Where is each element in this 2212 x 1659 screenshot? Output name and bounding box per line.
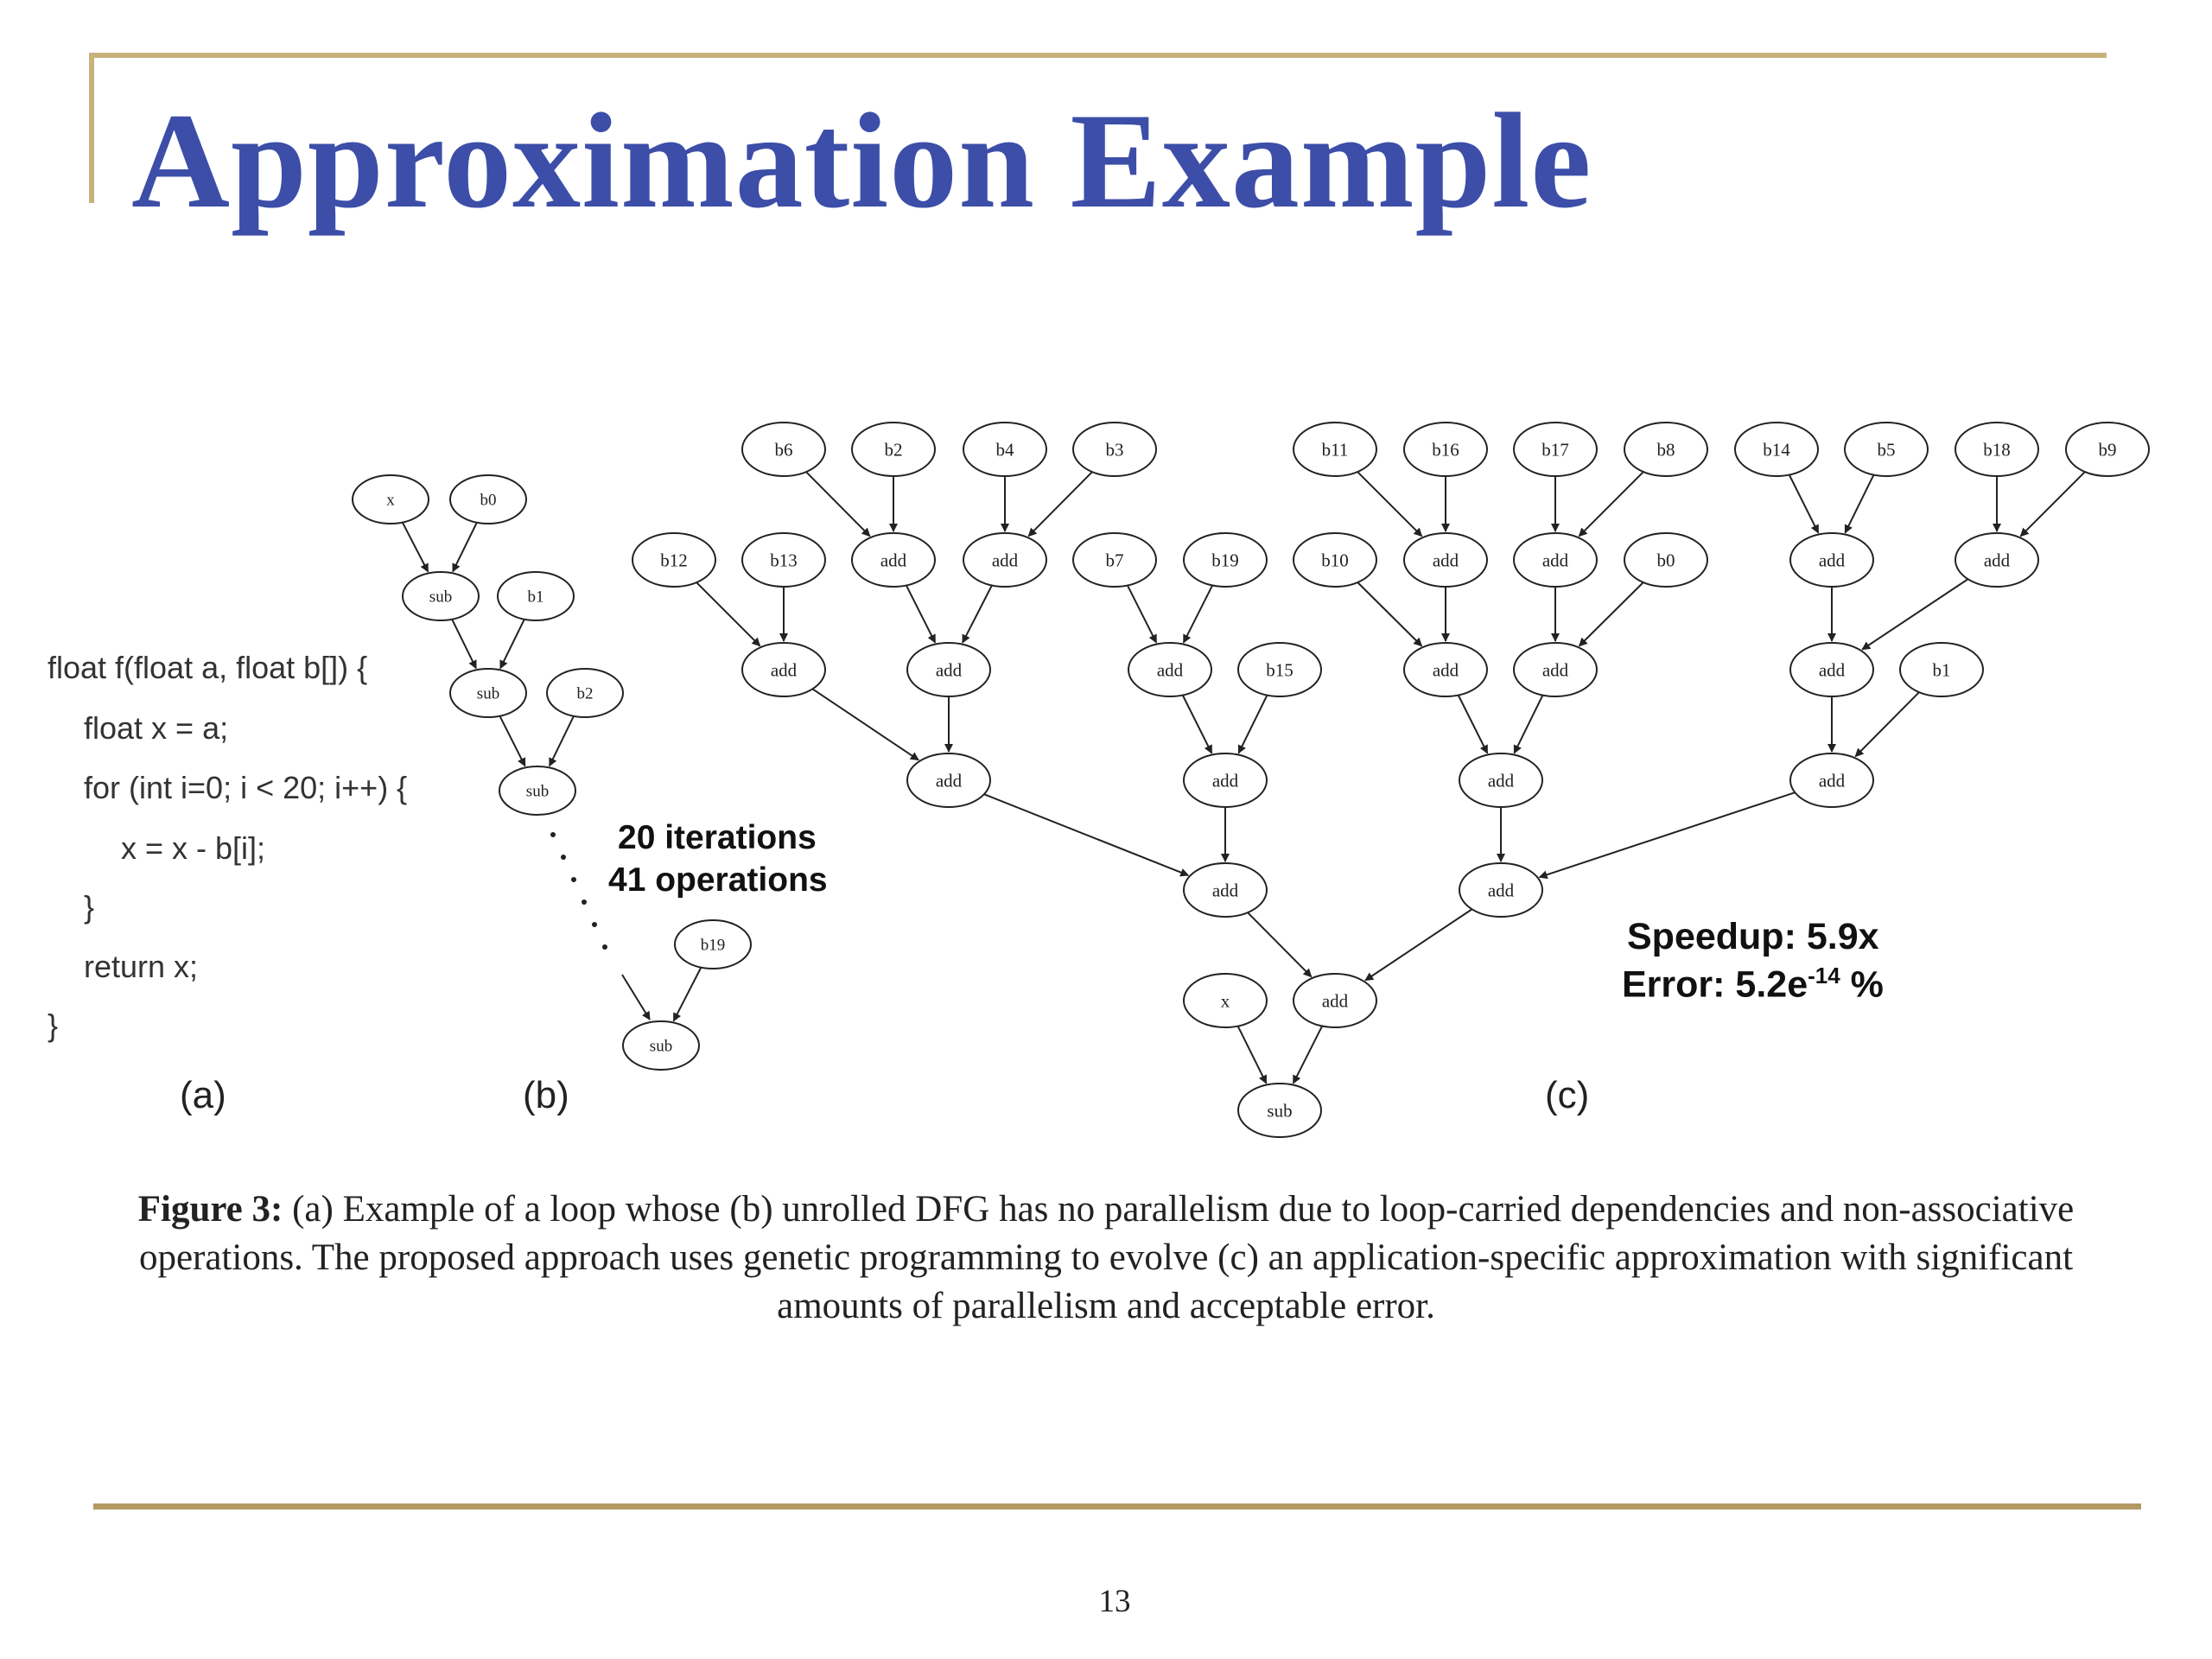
dfg-node-add: [1404, 643, 1487, 696]
dfg-node-b2: [852, 423, 935, 476]
dfg-edge: [906, 585, 935, 642]
dfg-node-add: [963, 533, 1046, 587]
dfg-node-b6: [742, 423, 825, 476]
dfg-node-label: b4: [995, 439, 1014, 461]
dfg-node-label: b3: [1105, 439, 1124, 461]
continuation-edge: [622, 975, 650, 1020]
panel-c-label: (c): [1545, 1074, 1590, 1116]
dfg-node-label: b9: [2098, 439, 2117, 461]
dfg-node-label: add: [1432, 659, 1459, 681]
dfg-node-b19: [675, 920, 751, 969]
bottom-frame-rule: [93, 1503, 2141, 1510]
dfg-node-add: [1184, 753, 1267, 807]
dfg-edge: [1238, 696, 1267, 753]
dfg-node-add: [1459, 863, 1542, 917]
dfg-node-label: b14: [1763, 439, 1790, 461]
dfg-node-b16: [1404, 423, 1487, 476]
continuation-dot: [602, 944, 607, 950]
panel-b-label: (b): [523, 1074, 569, 1116]
code-line: float x = a;: [84, 710, 229, 746]
dfg-node-b0: [450, 475, 526, 524]
dfg-node-label: b10: [1321, 550, 1349, 571]
dfg-edge: [1183, 696, 1212, 753]
error-suffix: %: [1840, 963, 1884, 1006]
dfg-node-label: add: [1818, 550, 1846, 571]
dfg-node-label: b5: [1877, 439, 1896, 461]
dfg-edge: [1514, 696, 1542, 753]
caption-text: (a) Example of a loop whose (b) unrolled DFG has no parallelism due to loop-carried dependencies and non-associative operations. The proposed approach uses genetic programming to evolve (c) an application-specific approximation with significant amounts of parallelism and acceptable error.: [138, 1189, 2075, 1326]
dfg-node-add: [1294, 974, 1376, 1027]
dfg-node-add: [742, 643, 825, 696]
dfg-node-b7: [1073, 533, 1156, 587]
error-exponent: -14: [1808, 963, 1840, 988]
dfg-node-sub: [403, 572, 479, 620]
dfg-node-label: b13: [770, 550, 798, 571]
dfg-node-add: [1790, 643, 1873, 696]
continuation-dot: [592, 922, 597, 927]
dfg-edge: [696, 582, 760, 646]
dfg-edge: [1540, 792, 1796, 877]
dfg-node-b17: [1514, 423, 1597, 476]
dfg-node-b11: [1294, 423, 1376, 476]
dfg-node-label: add: [1541, 659, 1569, 681]
dfg-edge: [984, 794, 1188, 875]
dfg-node-b12: [632, 533, 715, 587]
dfg-node-b9: [2066, 423, 2149, 476]
continuation-dot: [582, 899, 587, 905]
code-line: }: [84, 889, 95, 925]
figure-caption: [73, 1185, 2139, 1331]
dfg-node-label: sub: [1267, 1100, 1293, 1122]
dfg-edge: [1789, 475, 1819, 533]
dfg-c-nodes: [632, 423, 2149, 1137]
dfg-node-b18: [1955, 423, 2038, 476]
dfg-edge: [1862, 579, 1967, 649]
code-line: for (int i=0; i < 20; i++) {: [84, 770, 408, 805]
dfg-node-label: b17: [1541, 439, 1569, 461]
code-line: }: [48, 1007, 59, 1043]
dfg-edge: [806, 472, 870, 536]
dfg-node-label: add: [991, 550, 1019, 571]
dfg-edge: [2020, 472, 2085, 537]
dfg-node-label: b15: [1266, 659, 1294, 681]
dfg-node-label: b18: [1983, 439, 2011, 461]
dfg-edge: [1365, 909, 1472, 980]
dfg-node-label: add: [1487, 770, 1515, 791]
dfg-node-label: sub: [476, 684, 500, 703]
dfg-edge: [1248, 912, 1312, 976]
dfg-node-b15: [1238, 643, 1321, 696]
dfg-edge: [500, 620, 524, 669]
dfg-node-x: [353, 475, 429, 524]
dfg-node-x: [1184, 974, 1267, 1027]
dfg-node-label: add: [880, 550, 907, 571]
dfg-node-add: [1459, 753, 1542, 807]
dfg-edge: [403, 523, 429, 572]
dfg-node-label: b16: [1432, 439, 1459, 461]
dfg-node-b3: [1073, 423, 1156, 476]
page-number: 13: [1098, 1584, 1131, 1619]
code-line: x = x - b[i];: [121, 830, 266, 866]
dfg-node-label: sub: [525, 782, 550, 801]
dfg-node-b8: [1624, 423, 1707, 476]
dfg-node-label: sub: [429, 588, 453, 607]
dfg-node-label: b6: [774, 439, 793, 461]
dfg-node-label: add: [770, 659, 798, 681]
operations-annotation: 41 operations: [608, 861, 828, 899]
dfg-node-label: b11: [1321, 439, 1349, 461]
figure-label: Figure 3:: [137, 1189, 283, 1230]
continuation-dot: [561, 855, 566, 860]
dfg-node-b1: [1900, 643, 1983, 696]
dfg-node-label: b2: [884, 439, 903, 461]
dfg-node-label: add: [1211, 770, 1239, 791]
dfg-node-b10: [1294, 533, 1376, 587]
dfg-node-label: b19: [1211, 550, 1239, 571]
dfg-node-label: b1: [1932, 659, 1951, 681]
dfg-node-sub: [499, 766, 575, 815]
dfg-node-sub: [450, 669, 526, 717]
dfg-edge: [1845, 475, 1873, 533]
dfg-node-b13: [742, 533, 825, 587]
dfg-edge: [1459, 696, 1488, 753]
dfg-edge: [1357, 472, 1422, 537]
continuation-dot: [550, 832, 556, 837]
dfg-node-add: [1184, 863, 1267, 917]
dfg-edge: [1238, 1027, 1267, 1084]
dfg-node-b2: [547, 669, 623, 717]
dfg-node-label: b1: [527, 588, 544, 607]
dfg-edge: [1580, 582, 1643, 646]
dfg-edge: [1128, 585, 1156, 642]
dfg-node-b4: [963, 423, 1046, 476]
dfg-edge: [1028, 472, 1092, 536]
dfg-edge: [1357, 582, 1421, 646]
dfg-node-label: add: [1211, 880, 1239, 901]
code-line: return x;: [84, 949, 199, 984]
dfg-edge: [499, 716, 524, 766]
dfg-node-label: add: [1432, 550, 1459, 571]
dfg-node-label: b0: [1656, 550, 1675, 571]
dfg-node-b19: [1184, 533, 1267, 587]
dfg-edge: [1294, 1026, 1322, 1083]
code-line: float f(float a, float b[]) {: [48, 650, 368, 685]
dfg-edge: [550, 716, 574, 766]
dfg-node-label: sub: [649, 1037, 673, 1056]
slide-title: Approximation Example: [131, 86, 1592, 237]
dfg-node-label: add: [935, 770, 963, 791]
dfg-node-add: [1128, 643, 1211, 696]
dfg-node-label: x: [386, 491, 395, 510]
dfg-node-sub: [1238, 1084, 1321, 1137]
dfg-edge: [1579, 472, 1643, 537]
dfg-node-add: [907, 753, 990, 807]
dfg-edge: [452, 620, 476, 669]
dfg-node-label: b2: [576, 684, 594, 703]
dfg-edge: [1184, 585, 1212, 642]
dfg-node-b14: [1735, 423, 1818, 476]
dfg-edge: [674, 968, 702, 1021]
dfg-node-add: [1790, 533, 1873, 587]
dfg-node-b1: [498, 572, 574, 620]
dfg-edge: [453, 523, 477, 572]
dfg-node-label: x: [1220, 990, 1230, 1012]
error-prefix: Error: 5.2e: [1622, 963, 1808, 1006]
dfg-node-label: add: [935, 659, 963, 681]
dfg-node-label: add: [1818, 770, 1846, 791]
dfg-node-add: [907, 643, 990, 696]
dfg-node-label: b12: [660, 550, 688, 571]
dfg-node-label: add: [1321, 990, 1349, 1012]
dfg-b-extra: [550, 832, 650, 1020]
dfg-node-add: [1955, 533, 2038, 587]
dfg-node-b5: [1845, 423, 1928, 476]
dfg-node-label: add: [1983, 550, 2011, 571]
dfg-node-label: add: [1541, 550, 1569, 571]
dfg-node-label: b0: [480, 491, 497, 510]
continuation-dot: [571, 877, 576, 882]
dfg-node-add: [1514, 533, 1597, 587]
speedup-annotation: Speedup: 5.9x: [1627, 916, 1879, 957]
dfg-node-label: b7: [1105, 550, 1124, 571]
dfg-node-sub: [623, 1021, 699, 1070]
dfg-edge: [812, 689, 918, 760]
dfg-node-label: add: [1156, 659, 1184, 681]
dfg-node-add: [1790, 753, 1873, 807]
dfg-node-label: b8: [1656, 439, 1675, 461]
dfg-edge: [1855, 692, 1919, 756]
dfg-edge: [963, 585, 992, 642]
dfg-node-b0: [1624, 533, 1707, 587]
dfg-node-add: [1404, 533, 1487, 587]
dfg-node-add: [852, 533, 935, 587]
dfg-node-add: [1514, 643, 1597, 696]
dfg-node-label: add: [1487, 880, 1515, 901]
iterations-annotation: 20 iterations: [618, 819, 817, 856]
dfg-node-label: add: [1818, 659, 1846, 681]
panel-a-label: (a): [180, 1074, 226, 1116]
dfg-node-label: b19: [700, 936, 726, 955]
